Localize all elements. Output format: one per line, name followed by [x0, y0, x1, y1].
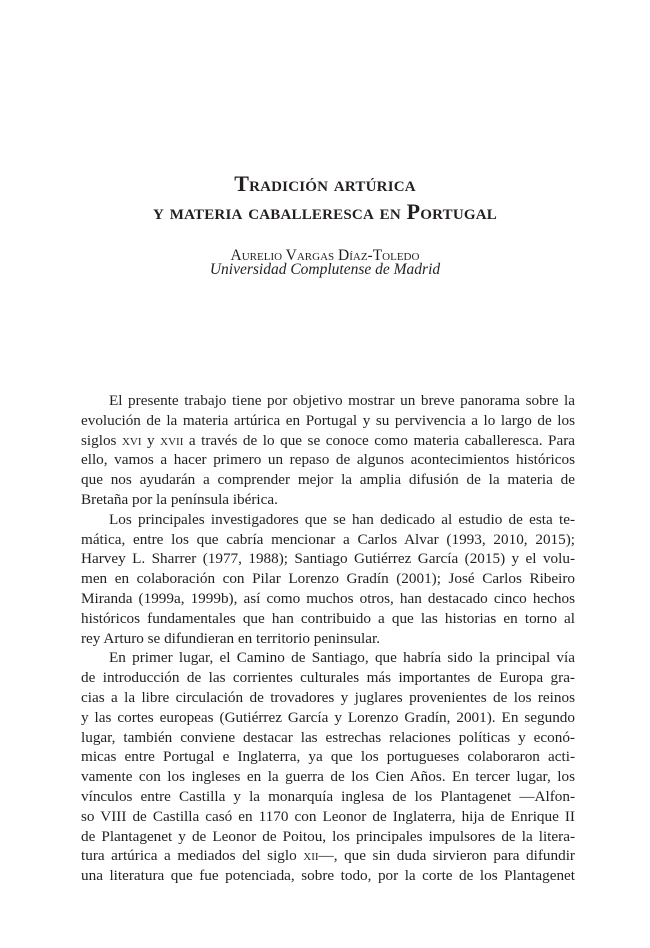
text-line: una literatura que fue potenciada, sobre todo, por la corte de los Plantagenet [81, 867, 575, 885]
text-line: cias a la libre circulación de trovadores y juglares provenientes de los reinos [81, 688, 575, 706]
author-name: Aurelio Vargas Díaz-Toledo [230, 247, 420, 264]
text-line: lugar, también conviene destacar las estrechas relaciones políticas y econó- [81, 728, 575, 746]
body-text [81, 391, 575, 886]
text-line: de introducción de las corrientes culturales más importantes de Europa gra- [81, 669, 575, 687]
text-line: siglos xvi y xvii a través de lo que se conoce como materia caballeresca. Para [81, 431, 575, 449]
text-line: men en colaboración con Pilar Lorenzo Gradín (2001); José Carlos Ribeiro [81, 570, 575, 588]
text-line: y las cortes europeas (Gutiérrez García y Lorenzo Gradín, 2001). En segundo [81, 708, 575, 726]
text-line: so VIII de Castilla casó en 1170 con Leonor de Inglaterra, hija de Enrique II [81, 807, 575, 825]
text-line: evolución de la materia artúrica en Portugal y su pervivencia a lo largo de los [81, 411, 575, 429]
text-line: que nos ayudarán a comprender mejor la amplia difusión de la materia de [81, 471, 575, 489]
text-line: mática, entre los que cabría mencionar a Carlos Alvar (1993, 2010, 2015); [81, 530, 575, 548]
text-line: Los principales investigadores que se han dedicado al estudio de esta te- [109, 510, 575, 528]
text-line: Miranda (1999a, 1999b), así como muchos otros, han destacado cinco hechos [81, 589, 575, 607]
text-line: El presente trabajo tiene por objetivo mostrar un breve panorama sobre la [109, 392, 575, 409]
text-line: rey Arturo se difundieran en territorio peninsular. [81, 629, 381, 647]
author-affiliation: Universidad Complutense de Madrid [209, 261, 441, 278]
text-line: de Plantagenet y de Leonor de Poitou, los principales impulsores de la litera- [81, 827, 575, 845]
text-line: vamente con los ingleses en la guerra de los Cien Años. En tercer lugar, los [81, 768, 575, 786]
text-line: Harvey L. Sharrer (1977, 1988); Santiago Gutiérrez García (2015) y el volu- [81, 550, 575, 568]
text-line: vínculos entre Castilla y la monarquía inglesa de los Plantagenet —Alfon- [81, 787, 575, 805]
text-line: Bretaña por la península ibérica. [81, 490, 278, 508]
article-title-line-2: y materia caballeresca en Portugal [153, 199, 497, 224]
text-line: históricos fundamentales que han contribuido a que las historias en torno al [81, 609, 575, 627]
century-numeral: xvii [160, 431, 184, 449]
century-numeral: xvi [121, 431, 142, 449]
article-title-line-1: Tradición artúrica [234, 171, 416, 196]
text-line: En primer lugar, el Camino de Santiago, que habría sido la principal vía [109, 649, 575, 667]
text-line: tura artúrica a mediados del siglo xii—, que sin duda sirvieron para difundir [81, 847, 575, 865]
century-numeral: xii [303, 847, 319, 865]
text-line: ello, vamos a hacer primero un repaso de algunos acontecimientos históricos [81, 451, 575, 469]
text-line: micas entre Portugal e Inglaterra, ya que los portugueses colaboraron acti- [81, 748, 575, 766]
